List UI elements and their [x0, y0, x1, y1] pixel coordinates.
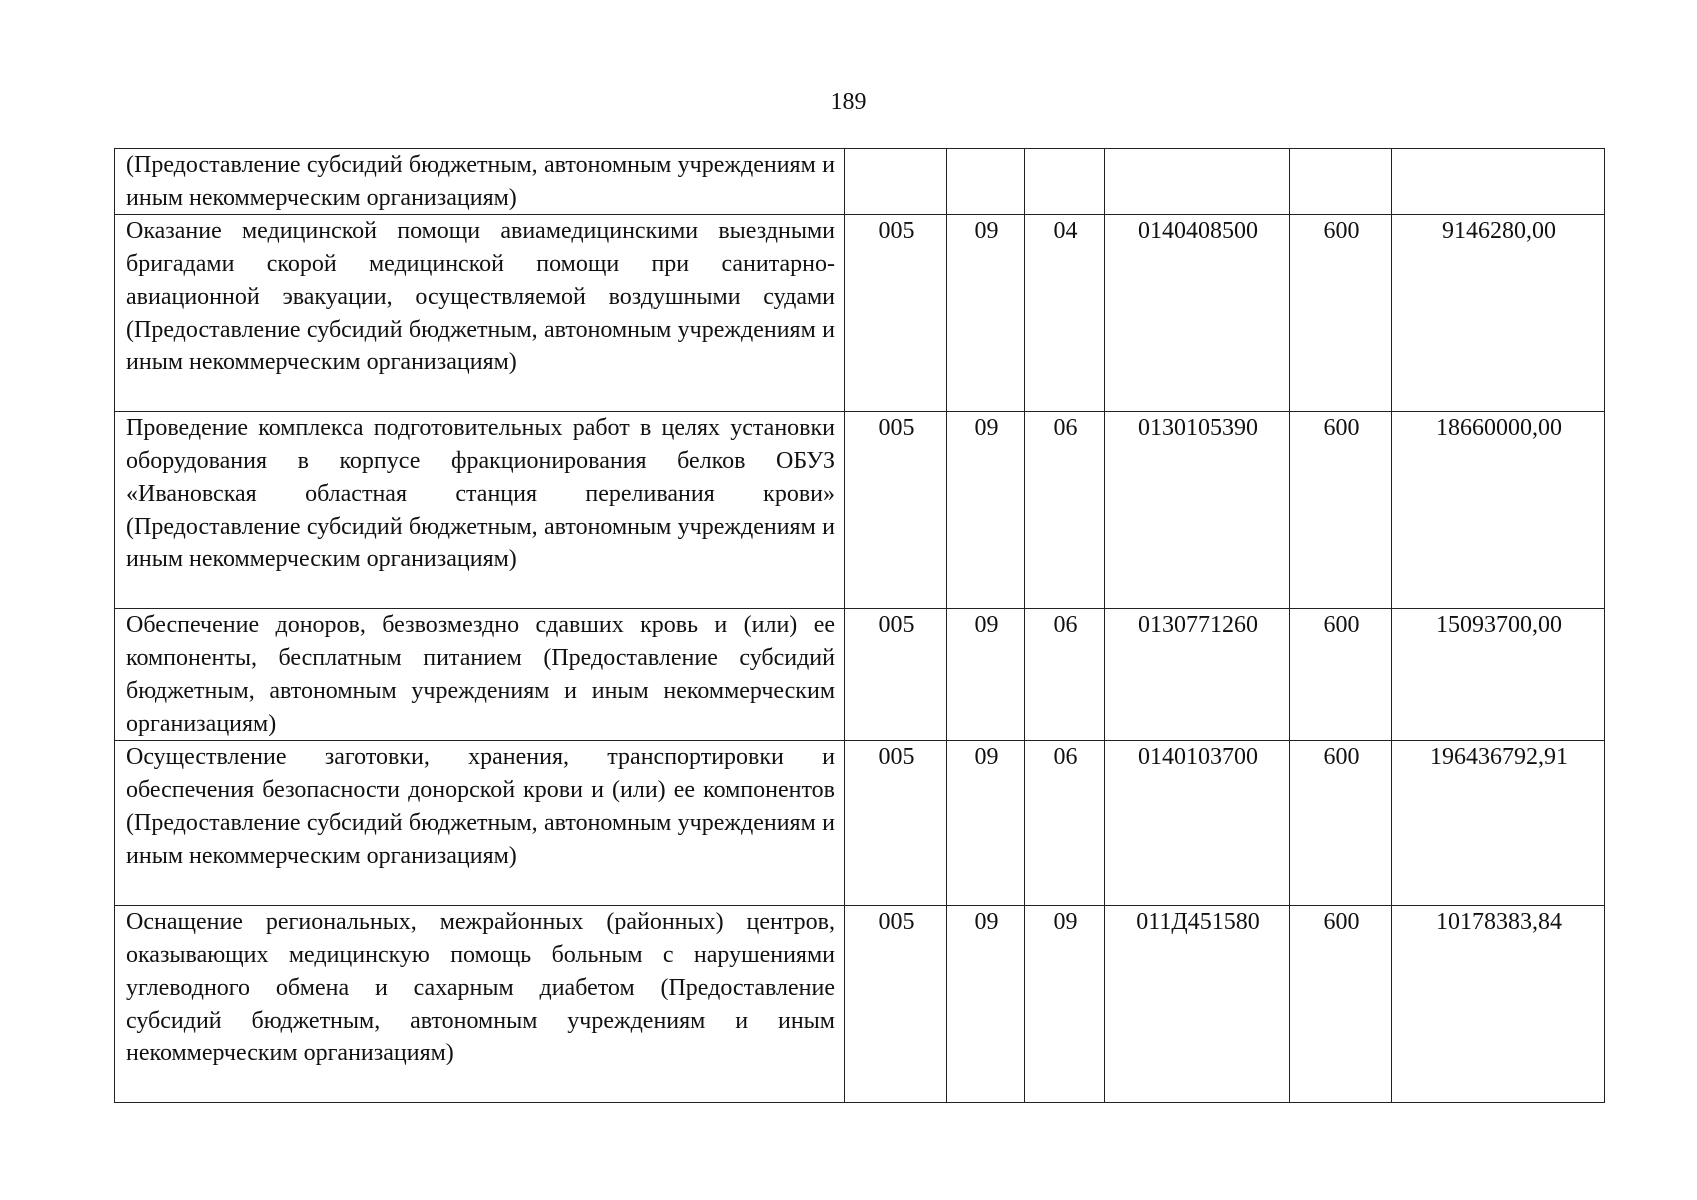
page-number: 189	[830, 89, 867, 115]
row-amount: 15093700,00	[1392, 609, 1605, 741]
row-code-ministry: 005	[845, 741, 947, 906]
row-code-target: 0130771260	[1105, 609, 1290, 741]
row-code-ministry: 005	[845, 412, 947, 609]
row-code-target: 0130105390	[1105, 412, 1290, 609]
row-code-target: 011Д451580	[1105, 906, 1290, 1103]
table-row	[115, 741, 1605, 906]
table-row	[115, 412, 1605, 609]
row-amount: 18660000,00	[1392, 412, 1605, 609]
row-description: Проведение комплекса подготовительных работ в целях установки оборудования в корпусе фракционирования белков ОБУЗ «Ивановская областная станция переливания крови» (Предоставление субсидий бюджетным, автономным учреждениям и иным некоммерческим организациям)	[115, 412, 845, 609]
row-description: Обеспечение доноров, безвозмездно сдавших кровь и (или) ее компоненты, бесплатным питанием (Предоставление субсидий бюджетным, автономным учреждениям и иным некоммерческим организациям)	[115, 609, 845, 741]
row-code-subsection: 06	[1025, 741, 1105, 906]
table-row	[115, 215, 1605, 412]
row-code-section: 09	[947, 412, 1025, 609]
row-amount: 9146280,00	[1392, 215, 1605, 412]
row-description: Оснащение региональных, межрайонных (районных) центров, оказывающих медицинскую помощь больным с нарушениями углеводного обмена и сахарным диабетом (Предоставление субсидий бюджетным, автономным учреждениям и иным некоммерческим организациям)	[115, 906, 845, 1103]
row-code-expense-type: 600	[1290, 906, 1392, 1103]
row-code-subsection: 06	[1025, 609, 1105, 741]
row-code-ministry	[845, 149, 947, 215]
table-row	[115, 906, 1605, 1103]
row-code-target: 0140408500	[1105, 215, 1290, 412]
row-code-section: 09	[947, 906, 1025, 1103]
row-amount: 196436792,91	[1392, 741, 1605, 906]
row-code-expense-type: 600	[1290, 412, 1392, 609]
row-code-section: 09	[947, 741, 1025, 906]
row-code-subsection: 04	[1025, 215, 1105, 412]
row-code-ministry: 005	[845, 906, 947, 1103]
row-code-subsection: 09	[1025, 906, 1105, 1103]
row-code-subsection: 06	[1025, 412, 1105, 609]
budget-table	[114, 148, 1605, 1103]
row-description: Оказание медицинской помощи авиамедицинскими выездными бригадами скорой медицинской помощи при санитарно-авиационной эвакуации, осуществляемой воздушными судами (Предоставление субсидий бюджетным, автономным учреждениям и иным некоммерческим организациям)	[115, 215, 845, 412]
row-description: (Предоставление субсидий бюджетным, автономным учреждениям и иным некоммерческим организациям)	[115, 149, 845, 215]
table-row	[115, 149, 1605, 215]
row-code-section: 09	[947, 609, 1025, 741]
row-code-target	[1105, 149, 1290, 215]
row-code-ministry: 005	[845, 609, 947, 741]
row-amount: 10178383,84	[1392, 906, 1605, 1103]
row-code-expense-type: 600	[1290, 741, 1392, 906]
row-code-ministry: 005	[845, 215, 947, 412]
row-code-target: 0140103700	[1105, 741, 1290, 906]
row-code-expense-type: 600	[1290, 609, 1392, 741]
row-code-subsection	[1025, 149, 1105, 215]
table-row	[115, 609, 1605, 741]
row-code-section: 09	[947, 215, 1025, 412]
row-amount	[1392, 149, 1605, 215]
row-code-section	[947, 149, 1025, 215]
row-code-expense-type	[1290, 149, 1392, 215]
row-code-expense-type: 600	[1290, 215, 1392, 412]
row-description: Осуществление заготовки, хранения, транспортировки и обеспечения безопасности донорской крови и (или) ее компонентов (Предоставление субсидий бюджетным, автономным учреждениям и иным некоммерческим организациям)	[115, 741, 845, 906]
